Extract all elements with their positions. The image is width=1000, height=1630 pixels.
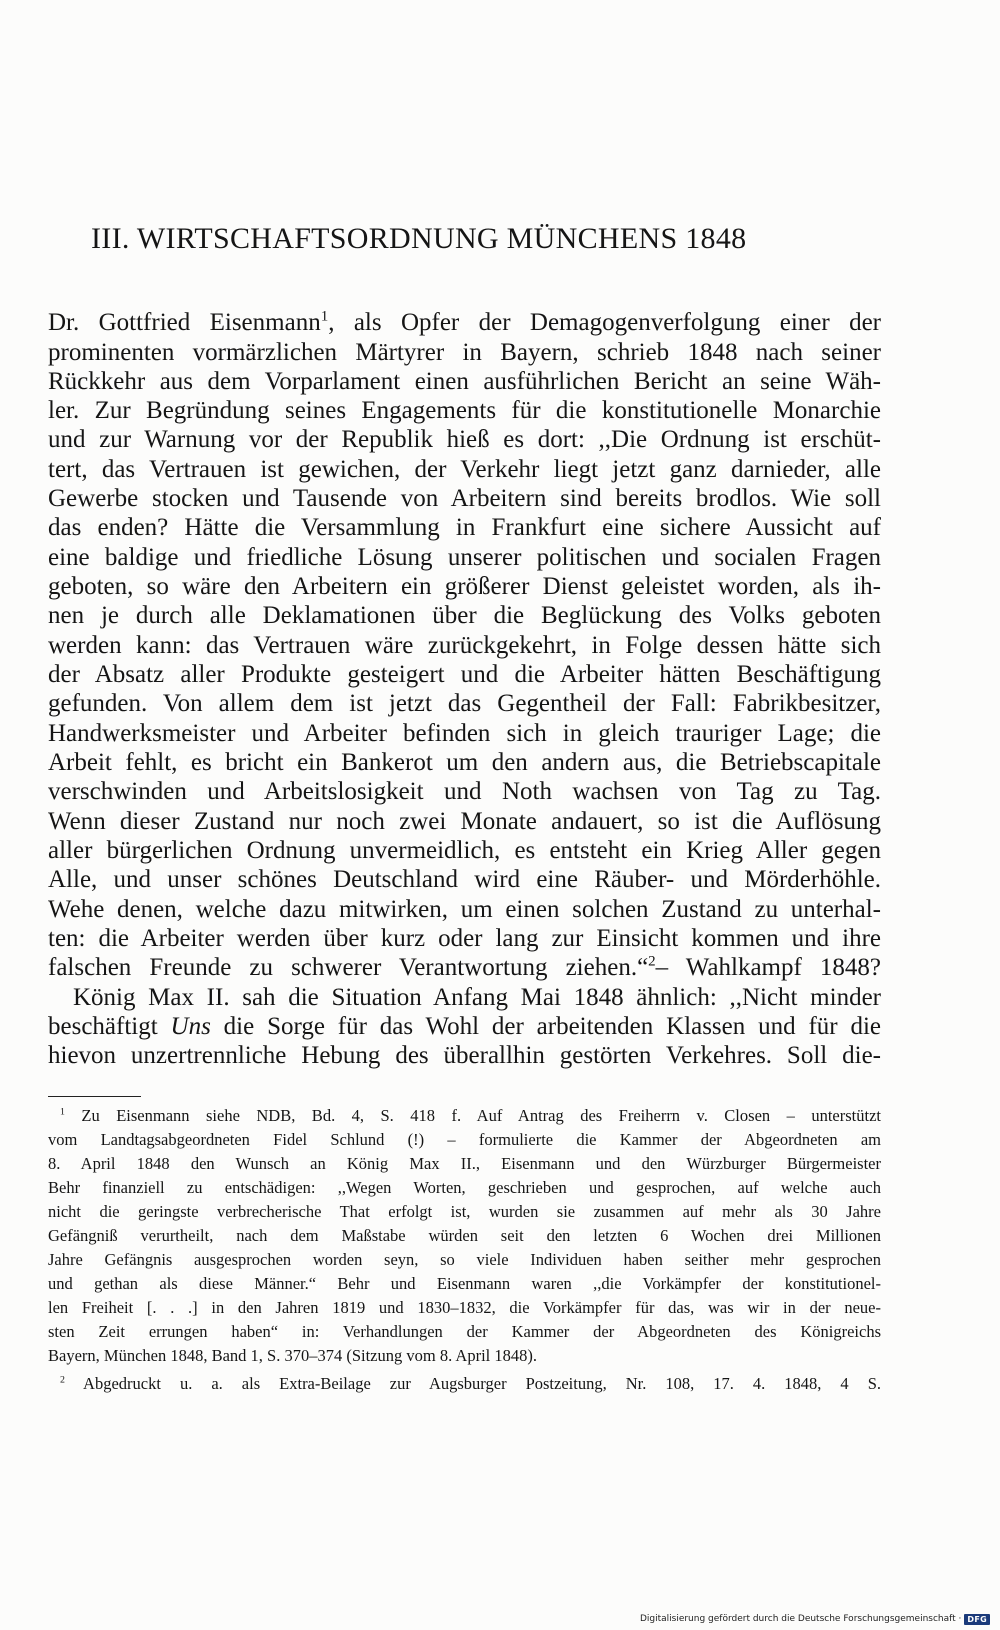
footnote-1-line-3: 8. April 1848 den Wunsch an König Max II., Eisenmann und den Würzburger Bürgermeister: [48, 1154, 881, 1173]
body-line-5: und zur Warnung vor der Republik hieß es dort: ,,Die Ordnung ist erschüt-: [48, 426, 881, 453]
footnote-1-line-8: und gethan als diese Männer.“ Behr und Eisenmann waren ,,die Vorkämpfer der konstitutionel-: [48, 1274, 881, 1293]
body-line-24: König Max II. sah die Situation Anfang Mai 1848 ähnlich: ,,Nicht minder: [73, 984, 881, 1011]
footnote-1-line-6: Gefängniß verurtheilt, nach dem Maßstabe würden seit den letzten 6 Wochen drei Millionen: [48, 1226, 881, 1245]
body-line-1: [48, 310, 881, 335]
body-text: beschäftigt: [48, 1013, 171, 1040]
footnote-1-line-5: nicht die geringste verbrecherische That erfolgt ist, wurden sie zusammen auf mehr als 30 Jahre: [48, 1202, 881, 1221]
body-line-2: prominenten vormärzlichen Märtyrer in Bayern, schrieb 1848 nach seiner: [48, 339, 881, 366]
body-text: – Wahlkampf 1848?: [655, 954, 881, 981]
body-line-8: das enden? Hätte die Versammlung in Frankfurt eine sichere Aussicht auf: [48, 514, 881, 541]
body-line-10: geboten, so wäre den Arbeitern ein größerer Dienst geleistet worden, als ih-: [48, 573, 881, 600]
credit-text: Digitalisierung gefördert durch die Deutsche Forschungsgemeinschaft ·: [639, 1614, 962, 1624]
body-line-26: hievon unzertrennliche Hebung des überallhin gestörten Verkehres. Soll die-: [48, 1042, 881, 1069]
footnote-text: Abgedruckt u. a. als Extra-Beilage zur Augsburger Postzeitung, Nr. 108, 17. 4. 1848, 4 S.: [64, 1374, 881, 1393]
footnote-text: Zu Eisenmann siehe NDB, Bd. 4, S. 418 f. Auf Antrag des Freiherrn v. Closen – unterstützt: [64, 1106, 881, 1125]
body-text: die Sorge für das Wohl der arbeitenden Klassen und für die: [210, 1013, 881, 1040]
body-line-4: ler. Zur Begründung seines Engagements für die konstitutionelle Monarchie: [48, 397, 881, 424]
body-line-14: gefunden. Von allem dem ist jetzt das Gegentheil der Fall: Fabrikbesitzer,: [48, 690, 881, 717]
footnote-ref-2[interactable]: 2: [648, 953, 656, 970]
body-line-22: ten: die Arbeiter werden über kurz oder lang zur Einsicht kommen und ihre: [48, 925, 881, 952]
footnote-marker-2: 2: [60, 1374, 65, 1386]
body-text-italic: Uns: [170, 1013, 211, 1040]
footnote-1-line-4: Behr finanziell zu entschädigen: ,,Wegen Worten, geschrieben und gesprochen, auf welche auch: [48, 1178, 881, 1197]
footnote-1-line-11: Bayern, München 1848, Band 1, S. 370–374 (Sitzung vom 8. April 1848).: [48, 1346, 538, 1365]
footnote-1-line-9: len Freiheit [. . .] in den Jahren 1819 und 1830–1832, die Vorkämpfer für das, was wir in der neue-: [48, 1298, 881, 1317]
body-line-17: verschwinden und Arbeitslosigkeit und Noth wachsen von Tag zu Tag.: [48, 778, 881, 805]
body-line-13: der Absatz aller Produkte gesteigert und die Arbeiter hätten Beschäftigung: [48, 661, 881, 688]
body-line-6: tert, das Vertrauen ist gewichen, der Verkehr liegt jetzt ganz darnieder, alle: [48, 456, 881, 483]
body-line-19: aller bürgerlichen Ordnung unvermeidlich, es entsteht ein Krieg Aller gegen: [48, 837, 881, 864]
body-line-12: werden kann: das Vertrauen wäre zurückgekehrt, in Folge dessen hätte sich: [48, 632, 881, 659]
footnote-1-line-7: Jahre Gefängnis ausgesprochen worden seyn, so viele Individuen haben seither mehr gesprochen: [48, 1250, 881, 1269]
footnote-ref-1[interactable]: 1: [320, 308, 329, 325]
body-line-18: Wenn dieser Zustand nur noch zwei Monate andauert, so ist die Auflösung: [48, 808, 881, 835]
chapter-heading: III. WIRTSCHAFTSORDNUNG MÜNCHENS 1848: [91, 222, 747, 255]
footnote-2-line-1: [60, 1376, 881, 1393]
dfg-logo-icon: DFG: [964, 1614, 990, 1625]
body-line-15: Handwerksmeister und Arbeiter befinden sich in gleich trauriger Lage; die: [48, 720, 881, 747]
footnote-1-line-2: vom Landtagsabgeordneten Fidel Schlund (!) – formulierte die Kammer der Abgeordneten am: [48, 1130, 881, 1149]
body-line-7: Gewerbe stocken und Tausende von Arbeitern sind bereits brodlos. Wie soll: [48, 485, 881, 512]
body-line-16: Arbeit fehlt, es bricht ein Bankerot um den andern aus, die Betriebscapitale: [48, 749, 881, 776]
footnote-1-line-1: [60, 1108, 881, 1125]
footnote-divider: [48, 1096, 141, 1097]
body-text: Dr. Gottfried Eisenmann: [48, 309, 321, 336]
body-line-11: nen je durch alle Deklamationen über die Beglückung des Volks geboten: [48, 602, 881, 629]
digitization-credit: [640, 1612, 990, 1626]
body-line-20: Alle, und unser schönes Deutschland wird eine Räuber- und Mörderhöhle.: [48, 866, 881, 893]
body-line-21: Wehe denen, welche dazu mitwirken, um einen solchen Zustand zu unterhal-: [48, 896, 881, 923]
body-line-23: [48, 955, 881, 980]
body-text: falschen Freunde zu schwerer Verantwortung ziehen.“: [48, 954, 649, 981]
footnote-marker-1: 1: [60, 1106, 65, 1118]
body-line-3: Rückkehr aus dem Vorparlament einen ausführlichen Bericht an seine Wäh-: [48, 368, 881, 395]
body-line-9: eine baldige und friedliche Lösung unserer politischen und socialen Fragen: [48, 544, 881, 571]
body-text: , als Opfer der Demagogenverfolgung einer der: [328, 309, 881, 336]
body-line-25: [48, 1014, 881, 1039]
footnote-1-line-10: sten Zeit errungen haben“ in: Verhandlungen der Kammer der Abgeordneten des Königreichs: [48, 1322, 881, 1341]
